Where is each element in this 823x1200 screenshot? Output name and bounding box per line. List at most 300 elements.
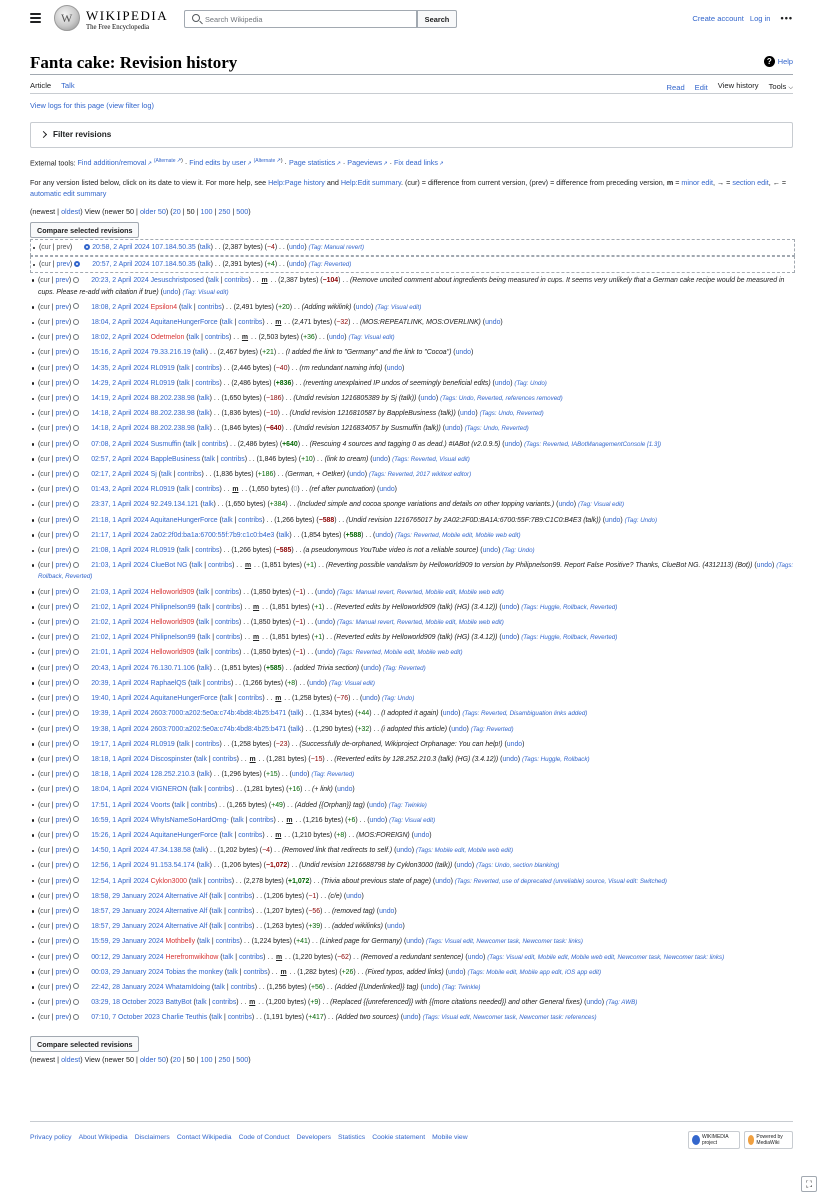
revision-tags[interactable]: (Tag: Twinkle)	[388, 801, 427, 809]
minor-edit-link[interactable]: minor edit	[681, 178, 713, 187]
revision-tags[interactable]: (Tag: Reverted)	[382, 664, 426, 672]
user-link[interactable]: Helloworld909	[150, 649, 195, 657]
user-talk-link[interactable]: talk	[211, 907, 223, 915]
revision-date-link[interactable]: 21:01, 1 April 2024	[91, 649, 149, 657]
user-talk-link[interactable]: talk	[198, 425, 210, 433]
user-contribs-link[interactable]: contribs	[238, 953, 264, 961]
user-contribs-link[interactable]: contribs	[195, 547, 220, 555]
revision-date-link[interactable]: 20:39, 1 April 2024	[91, 679, 149, 687]
user-contribs-link[interactable]: contribs	[224, 277, 249, 285]
prev-diff-link[interactable]: prev	[55, 801, 69, 809]
prev-diff-link[interactable]: prev	[55, 983, 69, 991]
revision-tags[interactable]: (Tags: Undo, Reverted, references removed)	[440, 395, 563, 403]
prev-diff-link[interactable]: prev	[55, 303, 69, 311]
revision-tags[interactable]: (Tags: Huggle, Rollback, Reverted)	[521, 603, 618, 611]
revision-date-link[interactable]: 15:59, 29 January 2024	[91, 938, 164, 946]
user-talk-link[interactable]: talk	[221, 831, 233, 839]
old-revision-radio[interactable]	[73, 531, 79, 537]
user-link[interactable]: RL0919	[150, 547, 175, 555]
help-page-history-link[interactable]: Help:Page history	[268, 178, 325, 187]
limit-20-link[interactable]: 20	[172, 1055, 181, 1064]
old-revision-radio[interactable]	[73, 847, 79, 853]
undo-link[interactable]: undo	[162, 288, 179, 296]
old-revision-radio[interactable]	[73, 755, 79, 761]
user-link[interactable]: 88.202.238.98	[150, 410, 195, 418]
user-link[interactable]: Tobias the monkey	[165, 968, 223, 976]
revision-tags[interactable]: (Tag: Visual edit)	[578, 501, 625, 509]
search-input[interactable]	[205, 13, 410, 25]
user-contribs-link[interactable]: contribs	[214, 649, 239, 657]
old-revision-radio[interactable]	[73, 877, 79, 883]
undo-link[interactable]: undo	[451, 725, 467, 733]
revision-date-link[interactable]: 21:18, 1 April 2024	[91, 516, 149, 524]
prev-diff-link[interactable]: prev	[55, 455, 69, 463]
revision-date-link[interactable]: 19:38, 1 April 2024	[91, 725, 149, 733]
user-talk-link[interactable]: talk	[198, 619, 210, 627]
limit-100-link[interactable]: 100	[200, 1055, 213, 1064]
user-contribs-link[interactable]: contribs	[215, 938, 240, 946]
old-revision-radio[interactable]	[73, 410, 79, 416]
user-link[interactable]: 76.130.71.106	[150, 664, 195, 672]
prev-diff-link[interactable]: prev	[55, 710, 69, 718]
old-revision-radio[interactable]	[73, 740, 79, 746]
revision-date-link[interactable]: 18:57, 29 January 2024	[91, 923, 164, 931]
revision-date-link[interactable]: 20:58, 2 April 2024	[92, 244, 150, 251]
revision-date-link[interactable]: 00:03, 29 January 2024	[91, 968, 164, 976]
revision-tags[interactable]: (Tags: Undo, Reverted)	[464, 425, 529, 433]
user-link[interactable]: Philipnelson99	[150, 603, 196, 611]
user-talk-link[interactable]: talk	[198, 862, 210, 870]
old-revision-radio[interactable]	[73, 364, 79, 370]
revision-date-link[interactable]: 00:12, 29 January 2024	[91, 953, 164, 961]
prev-diff-link[interactable]: prev	[55, 531, 69, 539]
oldest-link[interactable]: oldest	[61, 207, 81, 216]
footer-code-of-conduct-link[interactable]: Code of Conduct	[238, 1134, 290, 1141]
user-link[interactable]: Herefromwikihow	[165, 953, 219, 961]
revision-date-link[interactable]: 03:29, 18 October 2023	[91, 999, 164, 1007]
footer-contact-link[interactable]: Contact Wikipedia	[176, 1134, 232, 1141]
old-revision-radio[interactable]	[73, 999, 79, 1005]
limit-250-link[interactable]: 250	[218, 1055, 231, 1064]
user-link[interactable]: BappleBusiness	[150, 455, 201, 463]
revision-date-link[interactable]: 02:57, 2 April 2024	[91, 455, 149, 463]
revision-tags[interactable]: (Tags: Reverted, Mobile edit, Mobile web edit)	[394, 531, 521, 539]
user-link[interactable]: Susmuffin	[150, 440, 182, 448]
user-talk-link[interactable]: talk	[198, 649, 210, 657]
tools-menu[interactable]	[769, 82, 793, 93]
prev-diff-link[interactable]: prev	[55, 334, 69, 342]
limit-500-link[interactable]: 500	[236, 207, 249, 216]
undo-link[interactable]: undo	[455, 349, 471, 357]
find-edits-alternate-link[interactable]: (Alternate ↗	[254, 158, 281, 164]
user-contribs-link[interactable]: contribs	[177, 471, 202, 479]
user-link[interactable]: 88.202.238.98	[150, 425, 195, 433]
user-talk-link[interactable]: talk	[208, 277, 219, 285]
limit-20-link[interactable]: 20	[172, 207, 181, 216]
user-talk-link[interactable]: talk	[178, 740, 190, 748]
old-revision-radio[interactable]	[73, 862, 79, 868]
revision-date-link[interactable]: 18:18, 1 April 2024	[91, 755, 149, 763]
revision-date-link[interactable]: 18:18, 1 April 2024	[91, 771, 149, 779]
undo-link[interactable]: undo	[456, 862, 472, 870]
user-contribs-link[interactable]: contribs	[190, 801, 215, 809]
prev-diff-link[interactable]: prev	[55, 923, 69, 931]
old-revision-radio[interactable]	[73, 277, 79, 283]
undo-link[interactable]: undo	[501, 634, 518, 642]
user-talk-link[interactable]: talk	[195, 847, 206, 855]
user-contribs-link[interactable]: contribs	[216, 603, 241, 611]
undo-link[interactable]: undo	[317, 649, 333, 657]
old-revision-radio[interactable]	[73, 801, 79, 807]
revision-date-link[interactable]: 14:50, 1 April 2024	[91, 847, 149, 855]
undo-link[interactable]: undo	[413, 831, 430, 839]
user-link[interactable]: Alternative Alf	[165, 923, 208, 931]
user-link[interactable]: RL0919	[150, 486, 175, 494]
user-contribs-link[interactable]: contribs	[216, 634, 241, 642]
wikipedia-globe-logo[interactable]	[54, 5, 80, 31]
undo-link[interactable]: undo	[369, 801, 385, 809]
old-revision-radio[interactable]	[73, 923, 79, 929]
user-talk-link[interactable]: talk	[199, 938, 210, 946]
prev-diff-link[interactable]: prev	[55, 907, 69, 915]
help-edit-summary-link[interactable]: Help:Edit summary	[340, 178, 402, 187]
user-link[interactable]: VIGNERON	[150, 786, 188, 794]
revision-tags[interactable]: (Tag: Undo)	[624, 516, 658, 524]
prev-diff-link[interactable]: prev	[55, 679, 69, 687]
user-talk-link[interactable]: talk	[290, 725, 302, 733]
revision-tags[interactable]: (Tags: Huggle, Rollback)	[522, 755, 590, 763]
user-talk-link[interactable]: talk	[198, 771, 210, 779]
footer-developers-link[interactable]: Developers	[296, 1134, 331, 1141]
view-logs-link[interactable]: View logs for this page	[30, 101, 105, 110]
revision-tags[interactable]: (Tags: Rollback, Reverted)	[38, 562, 794, 581]
prev-diff-link[interactable]: prev	[55, 725, 69, 733]
prev-diff-link[interactable]: prev	[55, 649, 69, 657]
revision-date-link[interactable]: 18:08, 2 April 2024	[91, 303, 149, 311]
prev-diff-link[interactable]: prev	[55, 440, 69, 448]
undo-link[interactable]: undo	[309, 679, 325, 687]
old-revision-radio[interactable]	[73, 892, 79, 898]
user-link[interactable]: Mothbelly	[165, 938, 196, 946]
revision-date-link[interactable]: 21:02, 1 April 2024	[91, 619, 149, 627]
revision-date-link[interactable]: 20:23, 2 April 2024	[91, 277, 149, 285]
user-link[interactable]: RL0919	[150, 379, 175, 387]
revision-date-link[interactable]: 22:42, 28 January 2024	[91, 983, 164, 991]
old-revision-radio[interactable]	[73, 725, 79, 731]
user-talk-link[interactable]: talk	[198, 588, 210, 596]
user-talk-link[interactable]: talk	[278, 531, 290, 539]
prev-diff-link[interactable]: prev	[56, 261, 70, 269]
revision-tags[interactable]: (Tags: Reverted, IABotManagementConsole [1.3])	[524, 440, 662, 448]
create-account-link[interactable]: Create account	[692, 13, 744, 23]
user-talk-link[interactable]: talk	[174, 801, 186, 809]
undo-link[interactable]: undo	[317, 619, 333, 627]
user-contribs-link[interactable]: contribs	[195, 364, 220, 372]
user-talk-link[interactable]: talk	[195, 349, 206, 357]
old-revision-radio[interactable]	[74, 261, 80, 267]
undo-link[interactable]: undo	[447, 968, 464, 976]
revision-tags[interactable]: (Tags: Manual revert, Reverted, Mobile edit, Mobile web edit)	[336, 588, 504, 596]
revision-date-link[interactable]: 14:18, 2 April 2024	[91, 410, 149, 418]
tab-view-history[interactable]: View history	[718, 81, 759, 94]
user-link[interactable]: AquitaneHungerForce	[150, 516, 218, 524]
undo-link[interactable]: undo	[317, 588, 333, 596]
prev-diff-link[interactable]: prev	[55, 755, 69, 763]
old-revision-radio[interactable]	[73, 679, 79, 685]
revision-tags[interactable]: (Tag: Visual edit)	[375, 303, 422, 311]
limit-250-link[interactable]: 250	[218, 207, 231, 216]
main-menu-icon[interactable]	[30, 13, 41, 23]
user-contribs-link[interactable]: contribs	[214, 619, 239, 627]
undo-link[interactable]: undo	[422, 983, 439, 991]
prev-diff-link[interactable]: prev	[55, 619, 69, 627]
user-talk-link[interactable]: talk	[227, 968, 238, 976]
revision-date-link[interactable]: 12:56, 1 April 2024	[91, 862, 149, 870]
user-talk-link[interactable]: talk	[196, 755, 207, 763]
revision-tags[interactable]: (Tag: Undo)	[381, 695, 415, 703]
undo-link[interactable]: undo	[337, 786, 353, 794]
revision-tags[interactable]: (Tags: Reverted, use of deprecated (unreliable) source, Visual edit: Switched)	[454, 877, 667, 885]
old-revision-radio[interactable]	[73, 562, 79, 568]
user-talk-link[interactable]: talk	[214, 983, 225, 991]
undo-link[interactable]: undo	[756, 562, 772, 570]
user-talk-link[interactable]: talk	[185, 440, 197, 448]
prev-diff-link[interactable]: prev	[55, 634, 69, 642]
limit-500-link[interactable]: 500	[236, 1055, 249, 1064]
revision-tags[interactable]: (Tags: Reverted, Disambiguation links added)	[462, 710, 588, 718]
revision-tags[interactable]: (Tag: Reverted)	[311, 771, 355, 779]
revision-date-link[interactable]: 20:57, 2 April 2024	[92, 261, 150, 269]
prev-diff-link[interactable]: prev	[55, 862, 69, 870]
user-talk-link[interactable]: talk	[178, 486, 190, 494]
new-revision-radio[interactable]	[84, 244, 90, 250]
user-contribs-link[interactable]: contribs	[227, 923, 253, 931]
revision-tags[interactable]: (Tag: Reverted)	[308, 261, 352, 269]
revision-date-link[interactable]: 01:43, 2 April 2024	[91, 486, 149, 494]
prev-diff-link[interactable]: prev	[55, 319, 69, 327]
old-revision-radio[interactable]	[73, 547, 79, 553]
user-talk-link[interactable]: talk	[198, 410, 210, 418]
automatic-summary-link[interactable]: automatic edit summary	[30, 189, 107, 198]
prev-diff-link[interactable]: prev	[55, 395, 69, 403]
prev-diff-link[interactable]: prev	[55, 953, 69, 961]
user-contribs-link[interactable]: contribs	[238, 695, 263, 703]
user-contribs-link[interactable]: contribs	[230, 983, 255, 991]
undo-link[interactable]: undo	[506, 740, 523, 748]
user-link[interactable]: 79.33.216.19	[150, 349, 191, 357]
old-revision-radio[interactable]	[73, 379, 79, 385]
revision-tags[interactable]: (Tags: Undo, section blanking)	[476, 862, 560, 870]
user-talk-link[interactable]: talk	[160, 471, 172, 479]
section-edit-link[interactable]: section edit	[732, 178, 769, 187]
footer-about-link[interactable]: About Wikipedia	[78, 1134, 128, 1141]
user-talk-link[interactable]: talk	[204, 455, 215, 463]
user-link[interactable]: ClueBot NG	[150, 562, 188, 570]
user-link[interactable]: BattyBot	[165, 999, 192, 1007]
revision-date-link[interactable]: 20:43, 1 April 2024	[91, 664, 149, 672]
revision-date-link[interactable]: 15:16, 2 April 2024	[91, 349, 149, 357]
undo-link[interactable]: undo	[355, 303, 372, 311]
revision-tags[interactable]: (Tags: Reverted, Mobile edit, Mobile web edit)	[336, 649, 463, 657]
prev-diff-link[interactable]: prev	[55, 771, 69, 779]
user-link[interactable]: 47.34.138.58	[150, 847, 191, 855]
user-talk-link[interactable]: talk	[178, 379, 190, 387]
revision-tags[interactable]: (Tags: Reverted, Visual edit)	[392, 455, 470, 463]
revision-date-link[interactable]: 17:51, 1 April 2024	[91, 801, 149, 809]
user-contribs-link[interactable]: contribs	[195, 486, 220, 494]
undo-link[interactable]: undo	[362, 695, 378, 703]
user-link[interactable]: Discospinster	[150, 755, 192, 763]
user-talk-link[interactable]: talk	[199, 634, 211, 642]
user-link[interactable]: 128.252.210.3	[150, 771, 195, 779]
user-link[interactable]: 2a02:2f0d:ba1a:6700:55f:7b9:c1c0:b4e3	[150, 531, 275, 539]
prev-diff-link[interactable]: prev	[55, 379, 69, 387]
undo-link[interactable]: undo	[288, 244, 305, 251]
user-talk-link[interactable]: talk	[221, 516, 233, 524]
revision-tags[interactable]: (Tags: Reverted, 2017 wikitext editor)	[368, 471, 472, 479]
revision-date-link[interactable]: 21:03, 1 April 2024	[91, 588, 149, 596]
user-link[interactable]: AquitaneHungerForce	[150, 319, 218, 327]
user-link[interactable]: Helloworld909	[150, 619, 195, 627]
user-talk-link[interactable]: talk	[181, 303, 192, 311]
user-link[interactable]: RaphaelQS	[150, 679, 187, 687]
old-revision-radio[interactable]	[73, 588, 79, 594]
undo-link[interactable]: undo	[460, 410, 476, 418]
undo-link[interactable]: undo	[485, 319, 501, 327]
revision-tags[interactable]: (Tag: Twinkle)	[442, 983, 481, 991]
user-link[interactable]: Cyklon3000	[150, 877, 187, 885]
user-contribs-link[interactable]: contribs	[249, 816, 274, 824]
prev-diff-link[interactable]: prev	[55, 562, 69, 570]
view-filter-log-link[interactable]: (view filter log)	[106, 101, 154, 110]
prev-diff-link[interactable]: prev	[55, 847, 69, 855]
user-link[interactable]: RL0919	[150, 364, 175, 372]
revision-tags[interactable]: (Tag: Visual edit)	[328, 679, 375, 687]
older-50-link[interactable]: older 50	[139, 207, 166, 216]
revision-date-link[interactable]: 21:02, 1 April 2024	[91, 603, 149, 611]
revision-tags[interactable]: (Tag: Visual edit)	[182, 288, 229, 296]
undo-link[interactable]: undo	[605, 516, 621, 524]
user-contribs-link[interactable]: contribs	[206, 679, 231, 687]
old-revision-radio[interactable]	[73, 619, 79, 625]
user-talk-link[interactable]: talk	[232, 816, 244, 824]
user-contribs-link[interactable]: contribs	[212, 755, 237, 763]
user-link[interactable]: Helloworld909	[150, 588, 195, 596]
undo-link[interactable]: undo	[403, 1014, 419, 1022]
undo-link[interactable]: undo	[387, 923, 403, 931]
revision-tags[interactable]: (Tags: Visual edit, Newcomer task, Newcomer task: references)	[422, 1014, 597, 1022]
help-label[interactable]: Help	[777, 56, 793, 66]
user-talk-link[interactable]: talk	[190, 679, 202, 687]
user-link[interactable]: Voorts	[150, 801, 171, 809]
prev-diff-link[interactable]: prev	[55, 938, 69, 946]
user-contribs-link[interactable]: contribs	[207, 786, 233, 794]
revision-date-link[interactable]: 16:59, 1 April 2024	[91, 816, 149, 824]
undo-link[interactable]: undo	[363, 664, 379, 672]
undo-link[interactable]: undo	[396, 847, 412, 855]
revision-date-link[interactable]: 18:58, 29 January 2024	[91, 892, 164, 900]
mediawiki-badge[interactable]	[744, 1131, 793, 1149]
revision-tags[interactable]: (Tags: Visual edit, Newcomer task, Newcomer task: links)	[425, 938, 583, 946]
log-in-link[interactable]: Log in	[749, 13, 771, 23]
undo-link[interactable]: undo	[467, 953, 483, 961]
user-contribs-link[interactable]: contribs	[227, 892, 253, 900]
search-button[interactable]: Search	[417, 10, 457, 28]
footer-statistics-link[interactable]: Statistics	[338, 1134, 366, 1141]
undo-link[interactable]: undo	[501, 603, 518, 611]
revision-date-link[interactable]: 21:02, 1 April 2024	[91, 634, 149, 642]
prev-diff-link[interactable]: prev	[55, 364, 69, 372]
tab-read[interactable]: Read	[666, 82, 685, 92]
user-link[interactable]: 88.202.238.98	[150, 395, 195, 403]
undo-link[interactable]: undo	[442, 710, 459, 718]
revision-tags[interactable]: (Tags: Undo, Reverted)	[479, 410, 544, 418]
prev-diff-link[interactable]: prev	[55, 877, 69, 885]
undo-link[interactable]: undo	[502, 755, 518, 763]
revision-date-link[interactable]: 21:17, 1 April 2024	[91, 531, 149, 539]
prev-diff-link[interactable]: prev	[55, 999, 69, 1007]
user-talk-link[interactable]: talk	[221, 319, 233, 327]
old-revision-radio[interactable]	[73, 603, 79, 609]
revision-date-link[interactable]: 18:04, 2 April 2024	[91, 319, 149, 327]
user-link[interactable]: Jesuschristposed	[150, 277, 204, 285]
user-talk-link[interactable]: talk	[178, 364, 190, 372]
undo-link[interactable]: undo	[372, 455, 388, 463]
revision-date-link[interactable]: 21:03, 1 April 2024	[91, 562, 149, 570]
revision-date-link[interactable]: 18:04, 1 April 2024	[91, 786, 149, 794]
user-talk-link[interactable]: talk	[290, 710, 302, 718]
fullscreen-toggle-icon[interactable]: ⛶	[801, 1176, 817, 1192]
undo-link[interactable]: undo	[375, 531, 391, 539]
user-talk-link[interactable]: talk	[221, 695, 233, 703]
help-link[interactable]	[764, 56, 793, 67]
user-talk-link[interactable]: talk	[191, 877, 202, 885]
revision-date-link[interactable]: 18:57, 29 January 2024	[91, 907, 164, 915]
user-talk-link[interactable]: talk	[199, 261, 211, 269]
undo-link[interactable]: undo	[420, 395, 436, 403]
footer-mobile-view-link[interactable]: Mobile view	[432, 1134, 468, 1141]
old-revision-radio[interactable]	[73, 303, 79, 309]
user-link[interactable]: 91.153.54.174	[150, 862, 195, 870]
revision-date-link[interactable]: 14:35, 2 April 2024	[91, 364, 149, 372]
revision-tags[interactable]: (Tag: AWB)	[605, 999, 638, 1007]
undo-link[interactable]: undo	[435, 877, 451, 885]
user-link[interactable]: AquitaneHungerForce	[150, 831, 218, 839]
prev-diff-link[interactable]: prev	[55, 516, 69, 524]
old-revision-radio[interactable]	[73, 425, 79, 431]
undo-link[interactable]: undo	[346, 892, 362, 900]
old-revision-radio[interactable]	[73, 938, 79, 944]
user-contribs-link[interactable]: contribs	[197, 303, 222, 311]
prev-diff-link[interactable]: prev	[55, 695, 69, 703]
undo-link[interactable]: undo	[328, 334, 345, 342]
old-revision-radio[interactable]	[73, 695, 79, 701]
user-contribs-link[interactable]: contribs	[195, 740, 220, 748]
compare-revisions-button-bottom[interactable]: Compare selected revisions	[30, 1036, 139, 1052]
undo-link[interactable]: undo	[586, 999, 602, 1007]
prev-diff-link[interactable]: prev	[55, 425, 69, 433]
undo-link[interactable]: undo	[379, 486, 395, 494]
undo-link[interactable]: undo	[494, 379, 511, 387]
old-revision-radio[interactable]	[73, 634, 79, 640]
user-talk-link[interactable]: talk	[222, 953, 234, 961]
revision-tags[interactable]: (Tags: Mobile edit, Mobile app edit, iOS app edit)	[467, 968, 602, 976]
old-revision-radio[interactable]	[73, 1014, 79, 1020]
revision-date-link[interactable]: 12:54, 1 April 2024	[91, 877, 149, 885]
user-link[interactable]: Sj	[150, 471, 157, 479]
find-addition-link[interactable]: Find addition/removal ↗	[78, 158, 152, 167]
more-options-icon[interactable]: •••	[780, 13, 793, 23]
